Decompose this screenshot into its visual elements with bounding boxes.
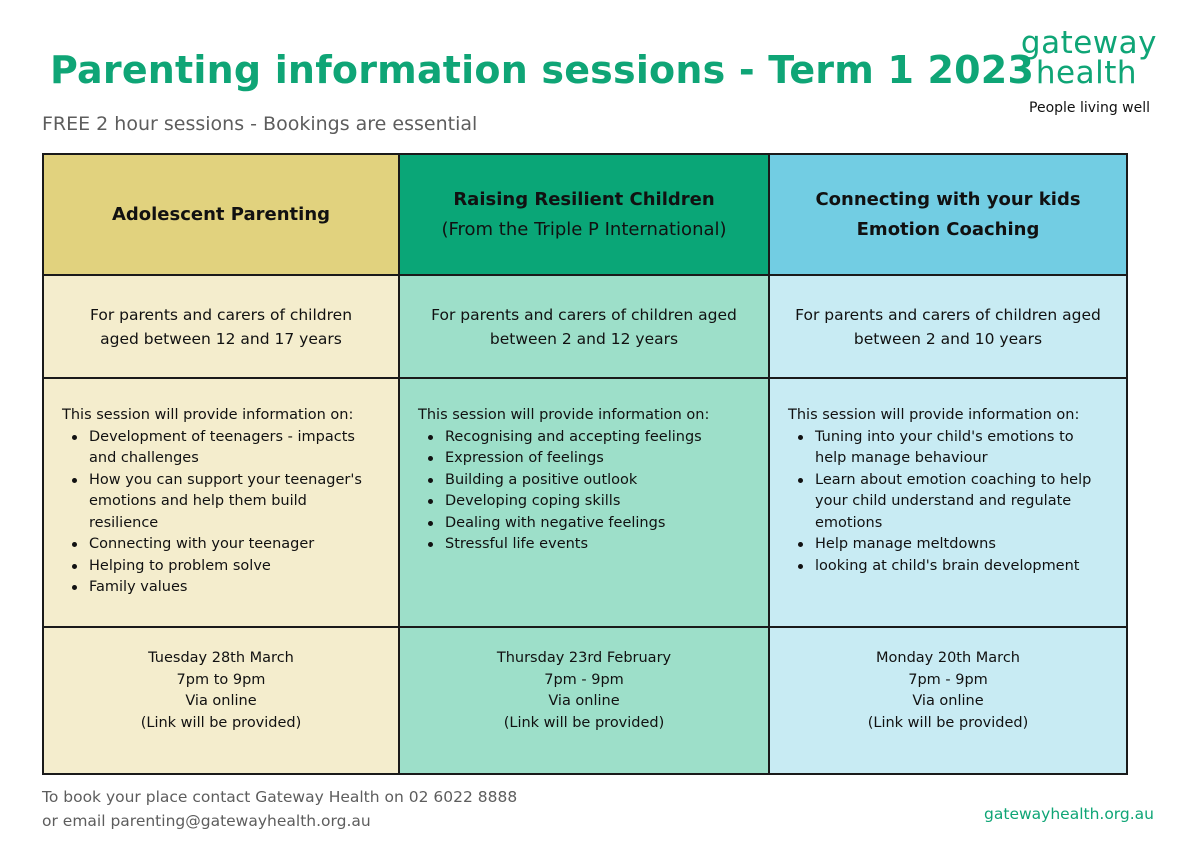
audience-line: For parents and carers of children aged — [431, 305, 737, 324]
topics-intro: This session will provide information on: — [418, 407, 710, 423]
audience-cell-resilient — [399, 275, 769, 378]
audience-cell-adolescent — [43, 275, 399, 378]
session-note: (Link will be provided) — [867, 714, 1029, 731]
list-item: Connecting with your teenager — [62, 534, 380, 556]
session-note: (Link will be provided) — [503, 714, 665, 731]
session-date: Monday 20th March — [876, 650, 1020, 666]
topics-intro: This session will provide information on: — [62, 407, 354, 423]
logo-wordmark-gateway: gateway — [1020, 25, 1157, 61]
session-title-cell-connecting — [769, 154, 1127, 275]
audience-line: For parents and carers of children — [89, 305, 353, 324]
list-item: Help manage meltdowns — [788, 534, 1108, 556]
list-item: Learn about emotion coaching to help your child understand and regulate emotions — [788, 470, 1108, 535]
list-item: Expression of feelings — [418, 448, 750, 470]
session-title-line2: Emotion Coaching — [856, 218, 1040, 240]
session-mode: Via online — [548, 693, 620, 709]
session-mode: Via online — [912, 693, 984, 709]
gateway-health-logo — [1005, 22, 1175, 122]
audience-line: For parents and carers of children aged — [795, 305, 1101, 324]
session-title-cell-adolescent — [43, 154, 399, 275]
schedule-cell-adolescent — [43, 627, 399, 774]
session-audience-row — [43, 275, 1127, 378]
audience-line: aged between 12 and 17 years — [100, 329, 342, 348]
session-mode: Via online — [185, 693, 257, 709]
schedule-cell-resilient — [399, 627, 769, 774]
page-subtitle: FREE 2 hour sessions - Bookings are essential — [42, 113, 478, 135]
topics-cell-connecting — [769, 378, 1127, 627]
schedule-cell-connecting — [769, 627, 1127, 774]
list-item: Building a positive outlook — [418, 470, 750, 492]
booking-contact — [42, 785, 517, 833]
list-item: looking at child's brain development — [788, 556, 1108, 578]
session-topics-row — [43, 378, 1127, 627]
sessions-table — [42, 153, 1128, 775]
booking-phone-line: To book your place contact Gateway Health on 02 6022 8888 — [42, 788, 518, 806]
audience-cell-connecting — [769, 275, 1127, 378]
list-item: Stressful life events — [418, 534, 750, 556]
list-item: Helping to problem solve — [62, 556, 380, 578]
audience-line: between 2 and 12 years — [489, 329, 679, 348]
booking-email-line: or email parenting@gatewayhealth.org.au — [42, 812, 371, 830]
list-item: How you can support your teenager's emotions and help them build resilience — [62, 470, 380, 535]
session-title: Adolescent Parenting — [111, 203, 331, 225]
topics-list — [62, 427, 380, 599]
audience-line: between 2 and 10 years — [853, 329, 1043, 348]
session-schedule-row — [43, 627, 1127, 774]
session-title-cell-resilient — [399, 154, 769, 275]
session-date: Tuesday 28th March — [148, 650, 294, 666]
website-link[interactable]: gatewayhealth.org.au — [984, 805, 1154, 823]
list-item: Developing coping skills — [418, 491, 750, 513]
logo-wordmark-health: health — [1035, 55, 1137, 91]
session-date: Thursday 23rd February — [496, 650, 672, 666]
session-title-row — [43, 154, 1127, 275]
session-time: 7pm - 9pm — [544, 671, 624, 688]
topics-cell-resilient — [399, 378, 769, 627]
session-subtitle: (From the Triple P International) — [441, 218, 727, 240]
list-item: Dealing with negative feelings — [418, 513, 750, 535]
topics-list — [788, 427, 1108, 578]
list-item: Family values — [62, 577, 380, 599]
topics-intro: This session will provide information on: — [788, 407, 1080, 423]
session-title: Raising Resilient Children — [453, 188, 715, 210]
logo-tagline: People living well — [1029, 100, 1150, 116]
list-item: Development of teenagers - impacts and challenges — [62, 427, 380, 470]
list-item: Tuning into your child's emotions to help manage behaviour — [788, 427, 1108, 470]
session-title: Connecting with your kids — [815, 188, 1081, 210]
session-note: (Link will be provided) — [140, 714, 302, 731]
session-time: 7pm to 9pm — [176, 671, 266, 688]
session-time: 7pm - 9pm — [908, 671, 988, 688]
page-title: Parenting information sessions - Term 1 2023 — [50, 48, 1035, 92]
topics-list — [418, 427, 750, 556]
topics-cell-adolescent — [43, 378, 399, 627]
list-item: Recognising and accepting feelings — [418, 427, 750, 449]
